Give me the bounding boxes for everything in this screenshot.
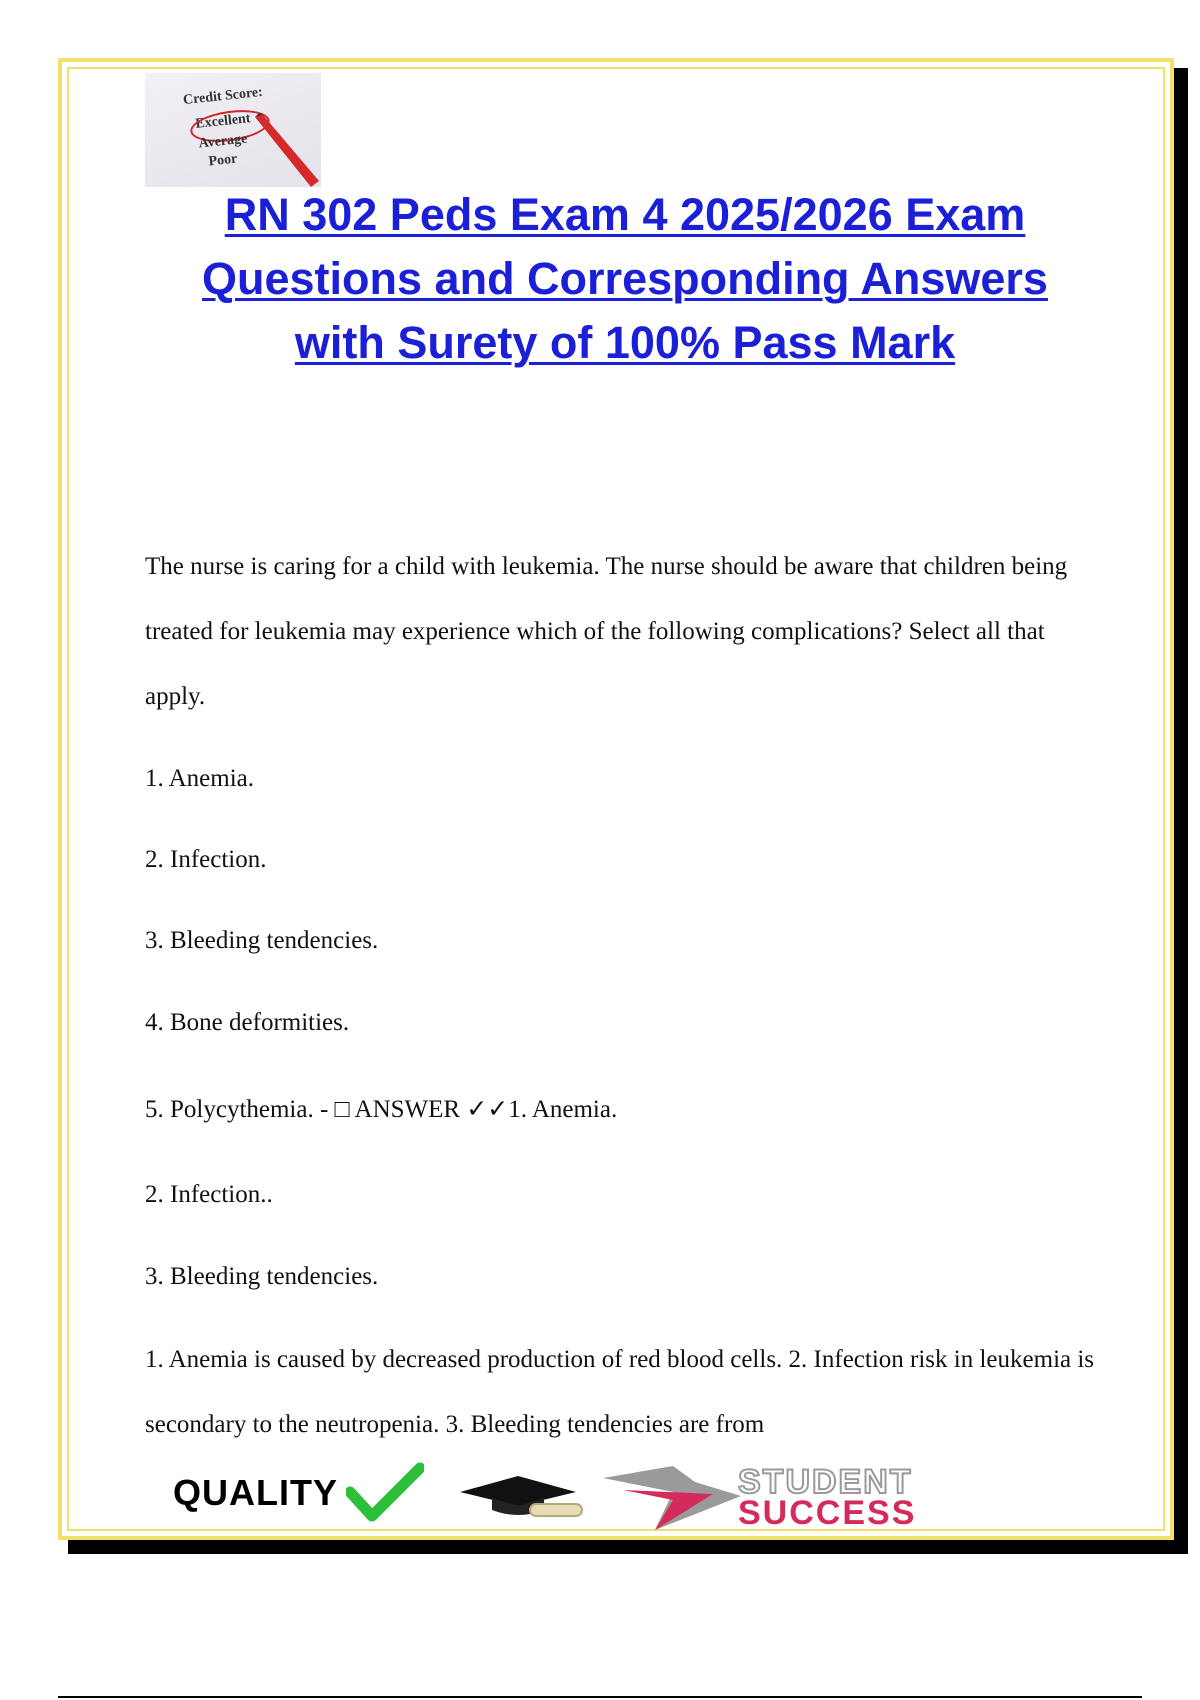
option-2: 2. Infection. <box>145 846 267 873</box>
answer-2: 2. Infection.. <box>145 1181 273 1208</box>
star-icon <box>603 1466 743 1532</box>
quality-logo-text: QUALITY <box>173 1472 338 1513</box>
pencil-icon <box>253 113 323 189</box>
success-text: SUCCESS <box>738 1494 917 1532</box>
logo-line-3: Average <box>197 131 248 152</box>
title-line-2: Questions and Corresponding Answers <box>202 253 1048 304</box>
footer-logos <box>168 1462 1048 1532</box>
check-icon <box>346 1462 424 1524</box>
bottom-rule <box>58 1696 1142 1698</box>
logo-line-2: Excellent <box>194 111 252 132</box>
credit-score-logo <box>145 73 321 187</box>
option-5-answer: 5. Polycythemia. - □ ANSWER ✓✓1. Anemia. <box>145 1096 618 1123</box>
student-success-logo <box>738 1463 917 1532</box>
answer-3: 3. Bleeding tendencies. <box>145 1263 379 1290</box>
logo-line-1: Credit Score: <box>182 84 264 109</box>
title-line-1: RN 302 Peds Exam 4 2025/2026 Exam <box>224 189 1026 240</box>
rationale: 1. Anemia is caused by decreased production of red blood cells. 2. Infection risk in leukemia is secondary to the neutropenia. 3. Bleeding tendencies are from <box>145 1346 1095 1438</box>
option-4: 4. Bone deformities. <box>145 1009 350 1036</box>
graduation-cap-icon <box>458 1474 593 1524</box>
title-line-3: with Surety of 100% Pass Mark <box>294 317 956 368</box>
logo-line-4: Poor <box>207 151 239 170</box>
option-3: 3. Bleeding tendencies. <box>145 927 379 954</box>
student-text: STUDENT <box>738 1463 913 1501</box>
document-title <box>90 183 1160 375</box>
option-1: 1. Anemia. <box>145 765 255 792</box>
question-stem: The nurse is caring for a child with leukemia. The nurse should be aware that children being treated for leukemia may experience which of the following complications? Select all that apply. <box>145 553 1068 710</box>
